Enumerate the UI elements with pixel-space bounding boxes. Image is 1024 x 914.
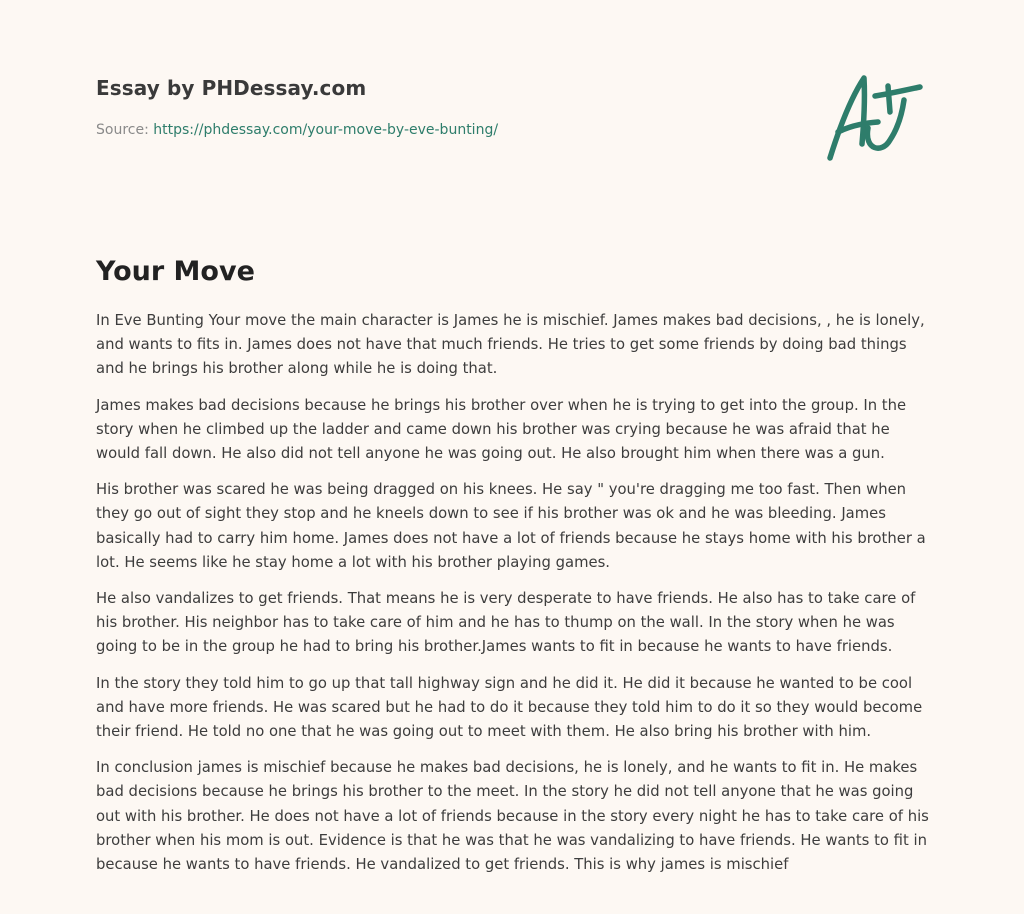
essay-paragraph: In conclusion james is mischief because he makes bad decisions, he is lonely, and he wants to fit in. He makes bad decisions because he brings his brother to the meet. In the story he did not tell anyone that he was going out with his brother. He does not have a lot of friends because in the story every night he has to take care of his brother when his mom is out. Evidence is that he was that he was vandalizing to have friends. He wants to fit in because he wants to have friends. He vandalized to get friends. This is why james is mischief	[96, 759, 929, 874]
essay-paragraph: His brother was scared he was being dragged on his knees. He say " you're dragging me too fast. Then when they go out of sight they stop and he kneels down to see if his brother was ok and he was bleeding. James basically had to carry him home. James does not have a lot of friends because he stays home with his brother a lot. He seems like he stay home a lot with his brother playing games.	[96, 481, 926, 571]
a-plus-grade-logo-icon	[820, 66, 930, 166]
site-title: Essay by PHDessay.com	[96, 76, 367, 100]
essay-paragraph: He also vandalizes to get friends. That means he is very desperate to have friends. He also has to take care of his brother. His neighbor has to take care of him and he has to thump on the wall. In the story when he was going to be in the group he had to bring his brother.James wants to fit in because he wants to have friends.	[96, 590, 916, 656]
essay-paragraph: In Eve Bunting Your move the main character is James he is mischief. James makes bad decisions, , he is lonely, and wants to fits in. James does not have that much friends. He tries to get some friends by doing bad things and he brings his brother along while he is doing that.	[96, 312, 925, 378]
page-header	[96, 76, 796, 138]
essay-title: Your Move	[96, 256, 255, 287]
essay-article	[96, 256, 936, 889]
essay-paragraph: James makes bad decisions because he brings his brother over when he is trying to get into the group. In the story when he climbed up the ladder and came down his brother was crying because he was afraid that he would fall down. He also did not tell anyone he was going out. He also brought him when there was a gun.	[96, 396, 907, 463]
source-line	[96, 122, 796, 138]
source-link[interactable]: https://phdessay.com/your-move-by-eve-bunting/	[153, 122, 499, 138]
a-plus-logo-svg	[820, 66, 930, 166]
source-label: Source:	[96, 122, 154, 138]
essay-paragraph: In the story they told him to go up that tall highway sign and he did it. He did it because he wanted to be cool and have more friends. He was scared but he had to do it because they told him to do it so they would become their friend. He told no one that he was going out to meet with them. He also bring his brother with him.	[96, 674, 923, 741]
